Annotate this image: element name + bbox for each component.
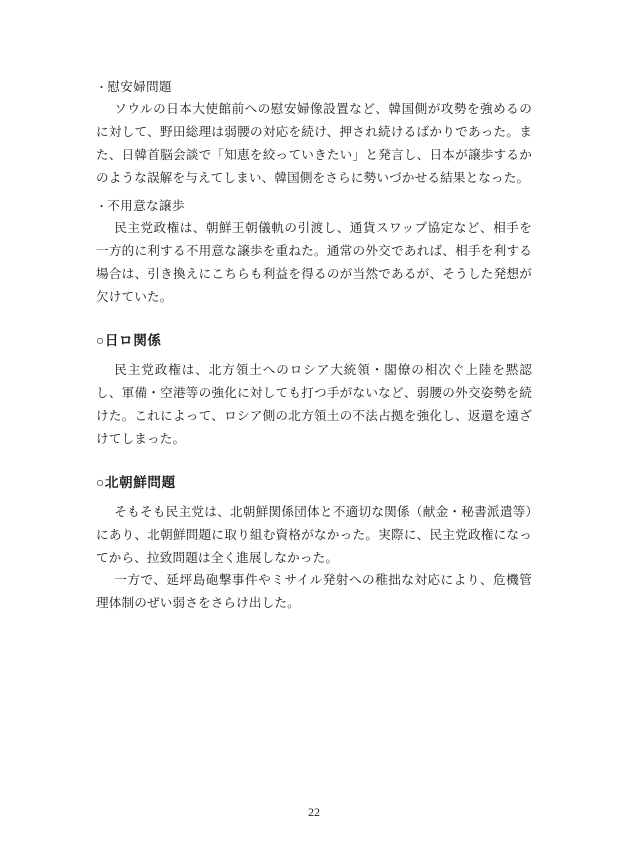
page-number: 22 — [308, 805, 320, 819]
section-heading-text: 日ロ関係 — [104, 333, 162, 348]
paragraph: 一方で、延坪島砲撃事件やミサイル発射への稚拙な対応により、危機管理体制のぜい弱さをさらけ出した。 — [96, 573, 532, 611]
section-heading — [96, 473, 532, 492]
bullet-mark-icon: ・ — [96, 201, 108, 213]
section-japan-russia — [96, 331, 532, 451]
bullet-heading-text: 慰安婦問題 — [107, 80, 172, 94]
section-heading — [96, 331, 532, 350]
section-heading-text: 北朝鮮問題 — [104, 474, 176, 490]
bullet-item — [96, 78, 532, 190]
bullet-heading — [96, 197, 532, 216]
paragraph: 民主党政権は、朝鮮王朝儀軌の引渡し、通貨スワップ協定など、相手を一方的に利する不用意な譲歩を重ねた。通常の外交であれば、相手を利する場合は、引き換えにこちらも利益を得るのが当然であるが、そうした発想が欠けていた。 — [96, 221, 532, 305]
paragraph: そもそも民主党は、北朝鮮関係団体と不適切な関係（献金・秘書派遣等）にあり、北朝鮮問題に取り組む資格がなかった。実際に、民主党政権になってから、拉致問題は全く進展しなかった。 — [96, 504, 532, 565]
bullet-heading — [96, 78, 532, 97]
document-body — [96, 78, 532, 615]
paragraph: ソウルの日本大使館前への慰安婦像設置など、韓国側が攻勢を強めるのに対して、野田総理は弱腰の対応を続け、押され続けるばかりであった。また、日韓首脳会談で「知恵を絞っていきたい」と発言し、日本が譲歩するかのような誤解を与えてしまい、韓国側をさらに勢いづかせる結果となった。 — [96, 102, 532, 186]
paragraph-spacer — [96, 190, 532, 197]
bullet-heading-text: 不用意な譲歩 — [107, 199, 185, 213]
paragraph: 民主党政権は、北方領土へのロシア大統領・閣僚の相次ぐ上陸を黙認し、軍備・空港等の強化に対しても打つ手がないなど、弱腰の外交姿勢を続けた。これによって、ロシア側の北方領土の不法占拠を強化し、返還を遠ざけてしまった。 — [96, 363, 532, 446]
circle-bullet-icon: ○ — [96, 474, 105, 490]
bullet-item — [96, 197, 532, 309]
circle-bullet-icon: ○ — [96, 333, 105, 348]
bullet-mark-icon: ・ — [96, 82, 108, 94]
section-north-korea — [96, 473, 532, 616]
